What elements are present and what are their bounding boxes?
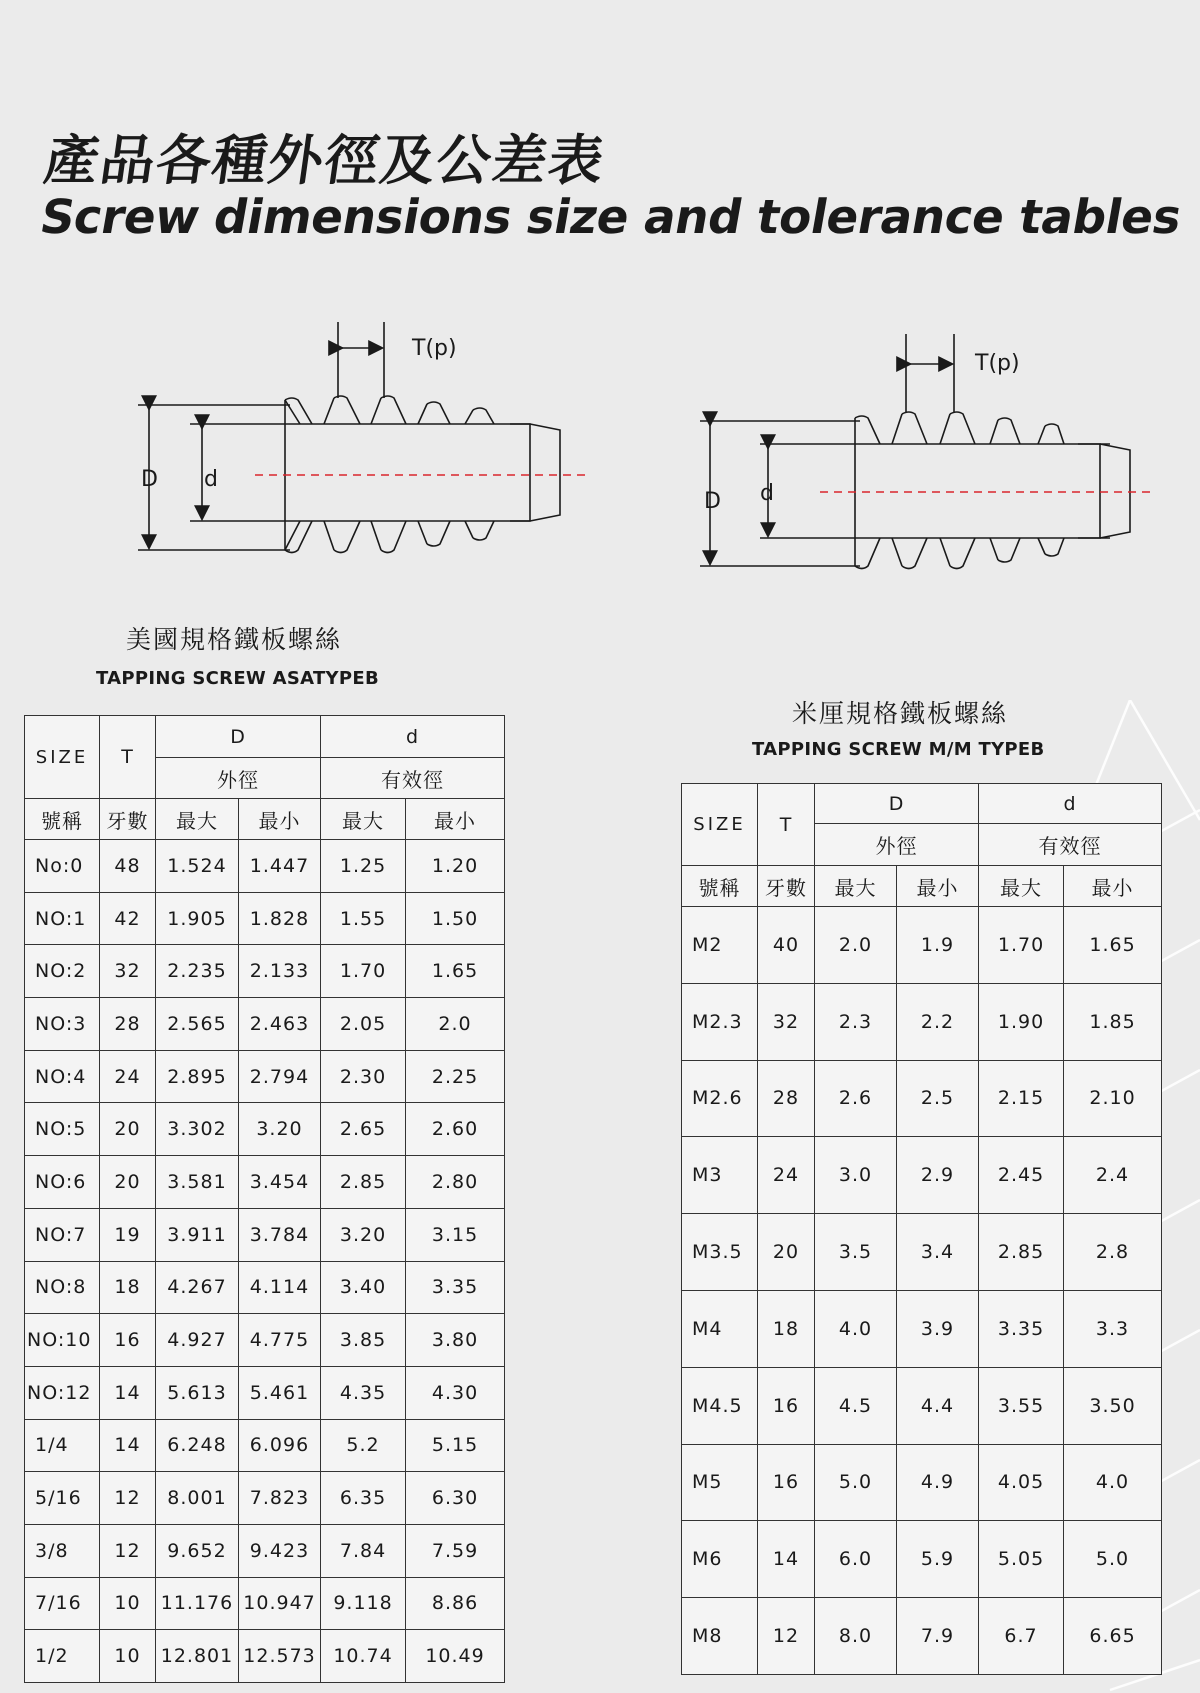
- asa-cell-outer-max: 8.001: [156, 1472, 239, 1525]
- mm-cell-size: M2.6: [682, 1060, 758, 1137]
- mm-cell-size: M4.5: [682, 1367, 758, 1444]
- asa-header-D: D: [156, 716, 321, 758]
- asa-table-row: [25, 892, 505, 945]
- mm-cell-outer-max: 2.6: [815, 1060, 897, 1137]
- mm-header-min2: 最小: [1064, 866, 1162, 907]
- asa-header-d: d: [321, 716, 505, 758]
- mm-table-row: [682, 1367, 1162, 1444]
- asa-cell-size: NO:12: [25, 1366, 100, 1419]
- asa-cell-outer-min: 10.947: [239, 1577, 321, 1630]
- asa-cell-effective-max: 2.65: [321, 1103, 406, 1156]
- asa-cell-size: NO:6: [25, 1156, 100, 1209]
- asa-cell-effective-min: 6.30: [406, 1472, 505, 1525]
- mm-table-row: [682, 907, 1162, 984]
- asa-cell-effective-min: 2.60: [406, 1103, 505, 1156]
- mm-cell-effective-max: 6.7: [979, 1598, 1064, 1675]
- diagram-left-D-label: D: [141, 467, 158, 492]
- mm-cell-threads: 20: [758, 1214, 815, 1291]
- mm-cell-size: M3: [682, 1137, 758, 1214]
- asa-cell-outer-max: 3.302: [156, 1103, 239, 1156]
- asa-cell-outer-max: 2.895: [156, 1050, 239, 1103]
- asa-cell-outer-min: 2.794: [239, 1050, 321, 1103]
- asa-table-row: [25, 840, 505, 893]
- mm-cell-outer-max: 2.3: [815, 983, 897, 1060]
- asa-cell-threads: 20: [100, 1156, 156, 1209]
- asa-cell-outer-max: 2.235: [156, 945, 239, 998]
- asa-header-outer: 外徑: [156, 758, 321, 799]
- asa-cell-size: NO:2: [25, 945, 100, 998]
- asa-table-row: [25, 998, 505, 1051]
- mm-cell-threads: 32: [758, 983, 815, 1060]
- page-title-chinese: 產品各種外徑及公差表: [40, 128, 610, 192]
- asa-cell-outer-min: 3.20: [239, 1103, 321, 1156]
- asa-table-row: [25, 1419, 505, 1472]
- asa-cell-size: 3/8: [25, 1524, 100, 1577]
- asa-cell-outer-min: 9.423: [239, 1524, 321, 1577]
- asa-cell-size: NO:1: [25, 892, 100, 945]
- mm-cell-outer-min: 3.9: [897, 1290, 979, 1367]
- mm-spec-table: [681, 783, 1162, 1675]
- asa-cell-effective-min: 4.30: [406, 1366, 505, 1419]
- mm-cell-threads: 16: [758, 1367, 815, 1444]
- mm-cell-effective-max: 2.45: [979, 1137, 1064, 1214]
- mm-cell-outer-max: 6.0: [815, 1521, 897, 1598]
- asa-cell-outer-max: 1.905: [156, 892, 239, 945]
- mm-header-max2: 最大: [979, 866, 1064, 907]
- diagram-right-D-label: D: [704, 489, 721, 514]
- asa-cell-size: No:0: [25, 840, 100, 893]
- asa-header-min1: 最小: [239, 799, 321, 840]
- asa-cell-outer-max: 3.911: [156, 1208, 239, 1261]
- mm-header-outer: 外徑: [815, 824, 979, 866]
- mm-header-D: D: [815, 784, 979, 824]
- mm-table-row: [682, 1290, 1162, 1367]
- asa-cell-threads: 48: [100, 840, 156, 893]
- mm-cell-effective-min: 3.3: [1064, 1290, 1162, 1367]
- mm-table-row: [682, 1444, 1162, 1521]
- asa-table-row: [25, 1314, 505, 1367]
- asa-cell-outer-min: 3.454: [239, 1156, 321, 1209]
- asa-cell-threads: 42: [100, 892, 156, 945]
- asa-cell-outer-max: 4.927: [156, 1314, 239, 1367]
- asa-table-row: [25, 1156, 505, 1209]
- asa-cell-effective-min: 2.0: [406, 998, 505, 1051]
- mm-cell-outer-max: 8.0: [815, 1598, 897, 1675]
- asa-header-threads: 牙數: [100, 799, 156, 840]
- asa-header-max1: 最大: [156, 799, 239, 840]
- asa-cell-effective-min: 1.65: [406, 945, 505, 998]
- asa-cell-outer-min: 12.573: [239, 1630, 321, 1683]
- screw-thread-diagrams: [0, 300, 1200, 590]
- mm-cell-size: M6: [682, 1521, 758, 1598]
- asa-cell-effective-min: 8.86: [406, 1577, 505, 1630]
- asa-cell-effective-max: 6.35: [321, 1472, 406, 1525]
- mm-cell-effective-min: 2.10: [1064, 1060, 1162, 1137]
- asa-cell-threads: 16: [100, 1314, 156, 1367]
- asa-table-row: [25, 1472, 505, 1525]
- mm-cell-outer-max: 4.5: [815, 1367, 897, 1444]
- mm-table-row: [682, 1521, 1162, 1598]
- mm-cell-effective-max: 3.55: [979, 1367, 1064, 1444]
- asa-cell-outer-min: 1.447: [239, 840, 321, 893]
- asa-cell-effective-max: 2.05: [321, 998, 406, 1051]
- asa-spec-table: [24, 715, 505, 1683]
- asa-cell-threads: 20: [100, 1103, 156, 1156]
- asa-cell-effective-max: 2.30: [321, 1050, 406, 1103]
- mm-cell-effective-max: 3.35: [979, 1290, 1064, 1367]
- mm-table-row: [682, 1137, 1162, 1214]
- diagram-right-d-label: d: [760, 481, 774, 506]
- asa-header-t: T: [100, 716, 156, 799]
- asa-cell-threads: 32: [100, 945, 156, 998]
- mm-cell-outer-max: 5.0: [815, 1444, 897, 1521]
- mm-cell-threads: 16: [758, 1444, 815, 1521]
- mm-cell-effective-max: 1.90: [979, 983, 1064, 1060]
- asa-cell-outer-max: 9.652: [156, 1524, 239, 1577]
- mm-cell-threads: 18: [758, 1290, 815, 1367]
- asa-cell-size: NO:10: [25, 1314, 100, 1367]
- mm-cell-size: M3.5: [682, 1214, 758, 1291]
- asa-cell-size: 1/2: [25, 1630, 100, 1683]
- mm-cell-outer-min: 4.4: [897, 1367, 979, 1444]
- asa-table-row: [25, 1103, 505, 1156]
- mm-header-t: T: [758, 784, 815, 866]
- diagram-left-tp-label: T(p): [412, 336, 457, 361]
- asa-cell-outer-max: 6.248: [156, 1419, 239, 1472]
- asa-cell-threads: 12: [100, 1524, 156, 1577]
- asa-cell-effective-min: 3.35: [406, 1261, 505, 1314]
- asa-cell-threads: 19: [100, 1208, 156, 1261]
- asa-cell-outer-max: 11.176: [156, 1577, 239, 1630]
- asa-cell-outer-min: 1.828: [239, 892, 321, 945]
- asa-cell-effective-min: 3.15: [406, 1208, 505, 1261]
- asa-cell-outer-min: 2.463: [239, 998, 321, 1051]
- mm-cell-outer-max: 3.5: [815, 1214, 897, 1291]
- mm-cell-effective-max: 5.05: [979, 1521, 1064, 1598]
- diagram-left-d-label: d: [204, 467, 218, 492]
- mm-cell-outer-max: 4.0: [815, 1290, 897, 1367]
- asa-header-effective: 有效徑: [321, 758, 505, 799]
- mm-cell-threads: 24: [758, 1137, 815, 1214]
- mm-cell-effective-min: 1.65: [1064, 907, 1162, 984]
- mm-cell-outer-max: 2.0: [815, 907, 897, 984]
- mm-cell-outer-min: 2.5: [897, 1060, 979, 1137]
- asa-table-row: [25, 1208, 505, 1261]
- asa-cell-outer-min: 3.784: [239, 1208, 321, 1261]
- mm-cell-effective-max: 2.85: [979, 1214, 1064, 1291]
- asa-cell-effective-min: 2.80: [406, 1156, 505, 1209]
- mm-header-d: d: [979, 784, 1162, 824]
- asa-table-row: [25, 1366, 505, 1419]
- asa-cell-outer-max: 1.524: [156, 840, 239, 893]
- mm-cell-threads: 12: [758, 1598, 815, 1675]
- asa-cell-threads: 18: [100, 1261, 156, 1314]
- mm-cell-effective-min: 2.8: [1064, 1214, 1162, 1291]
- asa-table-row: [25, 1050, 505, 1103]
- asa-header-min2: 最小: [406, 799, 505, 840]
- asa-cell-outer-max: 5.613: [156, 1366, 239, 1419]
- mm-cell-outer-min: 2.9: [897, 1137, 979, 1214]
- asa-cell-outer-min: 2.133: [239, 945, 321, 998]
- asa-cell-size: NO:4: [25, 1050, 100, 1103]
- asa-cell-size: 1/4: [25, 1419, 100, 1472]
- asa-cell-outer-min: 7.823: [239, 1472, 321, 1525]
- mm-header-size: SIZE: [682, 784, 758, 866]
- asa-cell-threads: 12: [100, 1472, 156, 1525]
- mm-cell-size: M4: [682, 1290, 758, 1367]
- asa-cell-threads: 14: [100, 1366, 156, 1419]
- asa-cell-threads: 10: [100, 1630, 156, 1683]
- mm-header-min1: 最小: [897, 866, 979, 907]
- mm-header-effective: 有效徑: [979, 824, 1162, 866]
- mm-cell-effective-min: 5.0: [1064, 1521, 1162, 1598]
- asa-table-row: [25, 1261, 505, 1314]
- asa-cell-effective-max: 1.55: [321, 892, 406, 945]
- diagram-left: [138, 322, 560, 553]
- mm-table-row: [682, 983, 1162, 1060]
- mm-cell-size: M2: [682, 907, 758, 984]
- asa-cell-effective-max: 2.85: [321, 1156, 406, 1209]
- mm-cell-effective-min: 2.4: [1064, 1137, 1162, 1214]
- asa-cell-effective-max: 4.35: [321, 1366, 406, 1419]
- asa-cell-outer-max: 4.267: [156, 1261, 239, 1314]
- mm-cell-threads: 14: [758, 1521, 815, 1598]
- mm-cell-outer-min: 1.9: [897, 907, 979, 984]
- mm-cell-outer-min: 7.9: [897, 1598, 979, 1675]
- asa-cell-outer-min: 4.114: [239, 1261, 321, 1314]
- mm-header-threads: 牙數: [758, 866, 815, 907]
- mm-cell-threads: 28: [758, 1060, 815, 1137]
- mm-cell-effective-min: 6.65: [1064, 1598, 1162, 1675]
- mm-title-chinese: 米厘規格鐵板螺絲: [792, 699, 1009, 728]
- asa-header-size: SIZE: [25, 716, 100, 799]
- asa-cell-effective-max: 9.118: [321, 1577, 406, 1630]
- asa-cell-effective-max: 1.25: [321, 840, 406, 893]
- asa-cell-outer-max: 2.565: [156, 998, 239, 1051]
- asa-cell-threads: 28: [100, 998, 156, 1051]
- asa-cell-size: NO:8: [25, 1261, 100, 1314]
- asa-cell-threads: 14: [100, 1419, 156, 1472]
- asa-cell-outer-max: 12.801: [156, 1630, 239, 1683]
- mm-cell-size: M2.3: [682, 983, 758, 1060]
- mm-cell-effective-min: 4.0: [1064, 1444, 1162, 1521]
- asa-cell-outer-min: 6.096: [239, 1419, 321, 1472]
- mm-cell-size: M5: [682, 1444, 758, 1521]
- mm-cell-outer-min: 2.2: [897, 983, 979, 1060]
- mm-cell-effective-max: 4.05: [979, 1444, 1064, 1521]
- mm-table-row: [682, 1598, 1162, 1675]
- mm-header-name: 號稱: [682, 866, 758, 907]
- asa-title-chinese: 美國規格鐵板螺絲: [126, 625, 343, 654]
- asa-cell-threads: 24: [100, 1050, 156, 1103]
- asa-cell-effective-min: 2.25: [406, 1050, 505, 1103]
- asa-header-name: 號稱: [25, 799, 100, 840]
- mm-cell-size: M8: [682, 1598, 758, 1675]
- asa-cell-threads: 10: [100, 1577, 156, 1630]
- mm-cell-outer-min: 5.9: [897, 1521, 979, 1598]
- mm-cell-effective-max: 1.70: [979, 907, 1064, 984]
- asa-cell-effective-max: 1.70: [321, 945, 406, 998]
- asa-cell-outer-min: 4.775: [239, 1314, 321, 1367]
- mm-cell-effective-min: 3.50: [1064, 1367, 1162, 1444]
- mm-cell-effective-max: 2.15: [979, 1060, 1064, 1137]
- asa-cell-effective-min: 1.50: [406, 892, 505, 945]
- asa-cell-size: NO:3: [25, 998, 100, 1051]
- asa-cell-outer-min: 5.461: [239, 1366, 321, 1419]
- asa-cell-effective-min: 3.80: [406, 1314, 505, 1367]
- diagram-right-tp-label: T(p): [975, 351, 1020, 376]
- asa-title-english: TAPPING SCREW ASATYPEB: [96, 668, 379, 689]
- asa-cell-size: NO:7: [25, 1208, 100, 1261]
- asa-header-max2: 最大: [321, 799, 406, 840]
- asa-table-row: [25, 1630, 505, 1683]
- asa-cell-effective-max: 5.2: [321, 1419, 406, 1472]
- asa-cell-effective-max: 3.85: [321, 1314, 406, 1367]
- mm-title-english: TAPPING SCREW M/M TYPEB: [752, 739, 1045, 760]
- asa-table-row: [25, 1577, 505, 1630]
- page-title-english: Screw dimensions size and tolerance tables: [36, 190, 1186, 245]
- asa-cell-effective-min: 5.15: [406, 1419, 505, 1472]
- asa-cell-size: 7/16: [25, 1577, 100, 1630]
- asa-cell-outer-max: 3.581: [156, 1156, 239, 1209]
- mm-cell-outer-min: 3.4: [897, 1214, 979, 1291]
- asa-table-row: [25, 1524, 505, 1577]
- asa-cell-effective-min: 1.20: [406, 840, 505, 893]
- mm-cell-outer-max: 3.0: [815, 1137, 897, 1214]
- diagram-right: [700, 334, 1130, 569]
- mm-cell-outer-min: 4.9: [897, 1444, 979, 1521]
- asa-cell-size: NO:5: [25, 1103, 100, 1156]
- mm-table-row: [682, 1214, 1162, 1291]
- asa-cell-effective-min: 7.59: [406, 1524, 505, 1577]
- asa-cell-effective-min: 10.49: [406, 1630, 505, 1683]
- asa-cell-size: 5/16: [25, 1472, 100, 1525]
- asa-cell-effective-max: 10.74: [321, 1630, 406, 1683]
- asa-cell-effective-max: 7.84: [321, 1524, 406, 1577]
- mm-cell-threads: 40: [758, 907, 815, 984]
- mm-cell-effective-min: 1.85: [1064, 983, 1162, 1060]
- asa-cell-effective-max: 3.20: [321, 1208, 406, 1261]
- mm-header-max1: 最大: [815, 866, 897, 907]
- asa-cell-effective-max: 3.40: [321, 1261, 406, 1314]
- asa-table-row: [25, 945, 505, 998]
- mm-table-row: [682, 1060, 1162, 1137]
